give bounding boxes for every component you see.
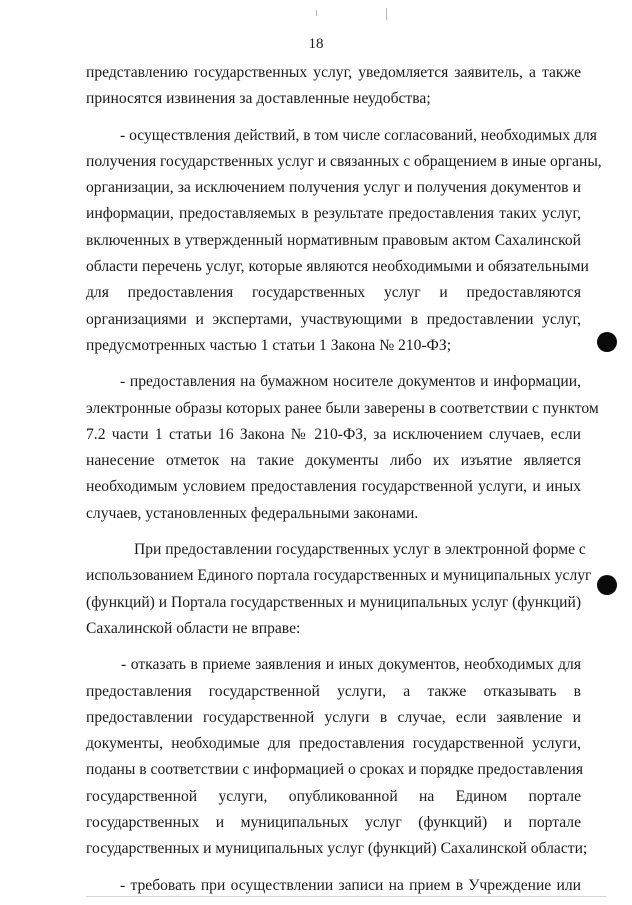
scan-artifact [386, 8, 387, 20]
text-line: - отказать в приеме заявления и иных документов, необходимых для [121, 656, 581, 674]
text-line: представлению государственных услуг, уведомляется заявитель, а также [86, 64, 581, 81]
text-line: государственных и муниципальных услуг (функций) и портале [86, 814, 581, 832]
page-number: 18 [308, 36, 324, 52]
text-line: (функций) и Портала государственных и муниципальных услуг (функций) [86, 593, 582, 611]
text-line: включенных в утвержденный нормативным правовым актом Сахалинской [86, 231, 581, 249]
text-line: предоставлении государственной услуги в случае, если заявление и [86, 708, 581, 726]
text-line: необходимым условием предоставления государственной услуги, и иных [86, 478, 581, 496]
text-line: 7.2 части 1 статьи 16 Закона № 210-ФЗ, за исключением случаев, если [86, 425, 581, 443]
text-line: государственных и муниципальных услуг (функций) Сахалинской области; [86, 840, 588, 858]
text-line: для предоставления государственных услуг и предоставляются [86, 284, 581, 302]
document-body [86, 60, 602, 899]
text-line: Сахалинской области не вправе: [86, 619, 301, 637]
text-line: случаев, установленных федеральными законами. [86, 504, 419, 522]
text-line: предоставления государственной услуги, а также отказывать в [86, 682, 581, 700]
text-line: получения государственных услуг и связанных с обращением в иные органы, [86, 152, 602, 170]
scan-artifact [316, 10, 317, 16]
text-line: - осуществления действий, в том числе согласований, необходимых для [120, 126, 597, 144]
text-line: - требовать при осуществлении записи на прием в Учреждение или [120, 876, 581, 894]
text-line: предусмотренных частью 1 статьи 1 Закона № 210-ФЗ; [86, 336, 452, 354]
punch-hole [597, 332, 617, 352]
text-line: использованием Единого портала государственных и муниципальных услуг [86, 567, 592, 585]
text-line: поданы в соответствии с информацией о сроках и порядке предоставления [86, 761, 584, 779]
text-line: - предоставления на бумажном носителе документов и информации, [120, 373, 581, 391]
scan-edge-line [86, 896, 606, 897]
text-line: приносятся извинения за доставленные неудобства; [86, 90, 431, 108]
text-line: При предоставлении государственных услуг в электронной форме с [134, 541, 586, 559]
text-line: документы, необходимые для предоставления государственной услуги, [86, 735, 581, 753]
text-line: организации, за исключением получения услуг и получения документов и [86, 179, 581, 197]
text-line: информации, предоставляемых в результате предоставления таких услуг, [86, 205, 581, 223]
text-line: нанесение отметок на такие документы либо их изъятие является [86, 452, 581, 470]
punch-hole [597, 575, 617, 595]
text-line: области перечень услуг, которые являются необходимыми и обязательными [86, 258, 589, 276]
text-line: электронные образы которых ранее были заверены в соответствии с пунктом [86, 399, 599, 417]
text-line: организациями и экспертами, участвующими в предоставлении услуг, [86, 310, 581, 328]
text-line: государственной услуги, опубликованной на Едином портале [86, 787, 581, 805]
